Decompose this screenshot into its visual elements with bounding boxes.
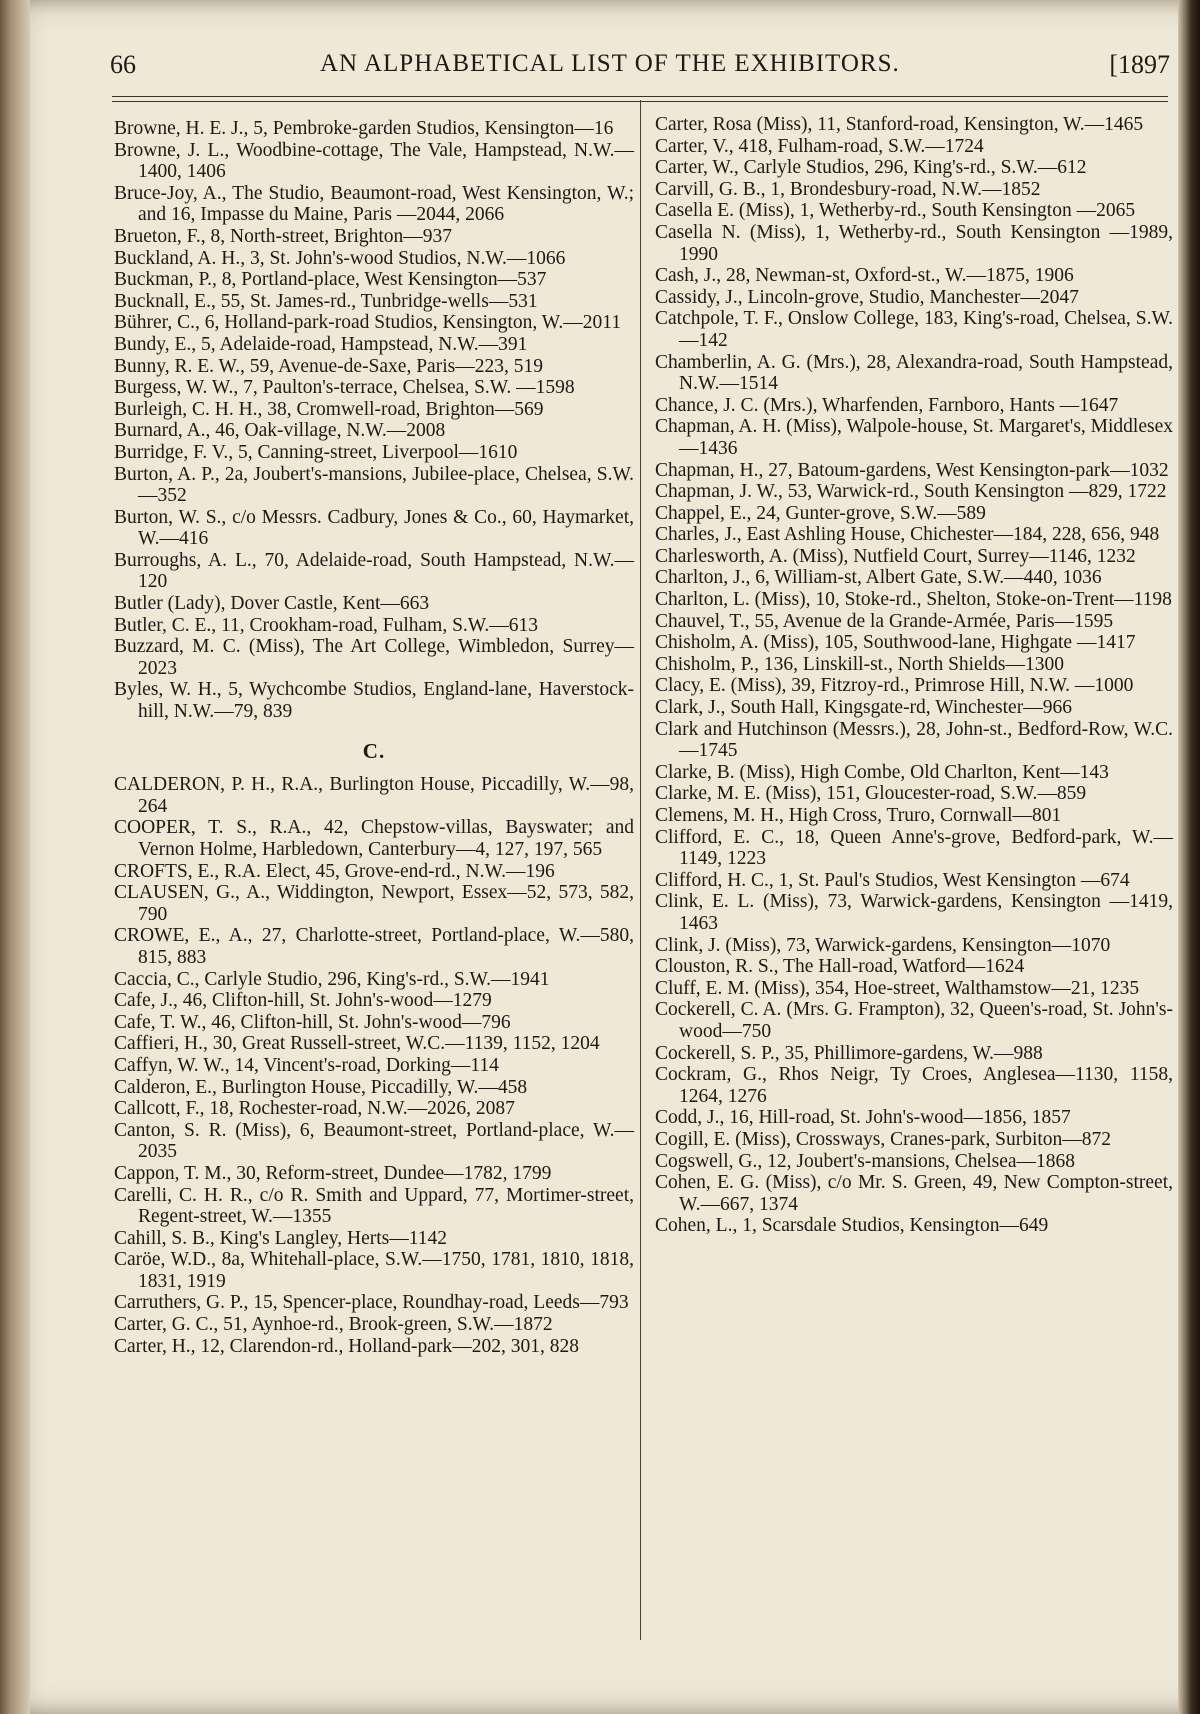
exhibitor-entry: Bruce-Joy, A., The Studio, Beaumont-road, West Kensington, W.; and 16, Impasse du Maine, Paris —2044, 2066 <box>114 182 634 226</box>
section-heading-c: C. <box>362 738 386 763</box>
year-marker: [1897 <box>1109 50 1170 79</box>
exhibitor-entry: Casella N. (Miss), 1, Wetherby-rd., South Kensington —1989, 1990 <box>655 221 1173 265</box>
exhibitor-entry: Chisholm, A. (Miss), 105, Southwood-lane, Highgate —1417 <box>655 632 1136 654</box>
exhibitor-entry: Charlton, L. (Miss), 10, Stoke-rd., Shelton, Stoke-on-Trent—1198 <box>655 589 1172 611</box>
exhibitor-entry: Carter, W., Carlyle Studios, 296, King's-rd., S.W.—612 <box>655 157 1087 179</box>
right-column <box>655 114 1173 1237</box>
exhibitor-entry: Chance, J. C. (Mrs.), Wharfenden, Farnboro, Hants —1647 <box>655 394 1119 416</box>
exhibitor-entry: Bunny, R. E. W., 59, Avenue-de-Saxe, Paris—223, 519 <box>114 355 543 377</box>
exhibitor-entry: Carruthers, G. P., 15, Spencer-place, Roundhay-road, Leeds—793 <box>114 1292 629 1314</box>
exhibitor-entry: Chappel, E., 24, Gunter-grove, S.W.—589 <box>655 502 986 524</box>
exhibitor-entry: Clarke, M. E. (Miss), 151, Gloucester-road, S.W.—859 <box>655 783 1087 805</box>
exhibitor-entry: Clark and Hutchinson (Messrs.), 28, John-st., Bedford-Row, W.C.—1745 <box>655 718 1173 762</box>
exhibitor-entry: Clemens, M. H., High Cross, Truro, Cornwall—801 <box>655 805 1062 826</box>
exhibitor-entry: Butler (Lady), Dover Castle, Kent—663 <box>114 593 430 615</box>
page-edge <box>1178 0 1200 1714</box>
exhibitor-list-b <box>114 118 634 723</box>
page-header <box>110 44 1170 84</box>
column-divider <box>640 100 641 1640</box>
exhibitor-entry: Carvill, G. B., 1, Brondesbury-road, N.W.—1852 <box>655 178 1041 200</box>
exhibitor-entry: Clifford, E. C., 18, Queen Anne's-grove, Bedford-park, W.—1149, 1223 <box>655 826 1173 870</box>
exhibitor-entry: Charles, J., East Ashling House, Chichester—184, 228, 656, 948 <box>655 524 1160 546</box>
exhibitor-entry: Charlesworth, A. (Miss), Nutfield Court, Surrey—1146, 1232 <box>655 545 1136 567</box>
exhibitor-entry: Clink, J. (Miss), 73, Warwick-gardens, Kensington—1070 <box>655 934 1111 956</box>
exhibitor-entry: Clifford, H. C., 1, St. Paul's Studios, West Kensington —674 <box>655 869 1130 891</box>
exhibitor-entry: Cahill, S. B., King's Langley, Herts—1142 <box>114 1227 448 1249</box>
exhibitor-entry: Burleigh, C. H. H., 38, Cromwell-road, Brighton—569 <box>114 398 544 420</box>
exhibitor-entry: Carter, G. C., 51, Aynhoe-rd., Brook-green, S.W.—1872 <box>114 1314 553 1336</box>
exhibitor-entry: Cogswell, G., 12, Joubert's-mansions, Chelsea—1868 <box>655 1150 1076 1172</box>
exhibitor-entry: Buckman, P., 8, Portland-place, West Kensington—537 <box>114 269 547 291</box>
exhibitor-entry: Burridge, F. V., 5, Canning-street, Liverpool—1610 <box>114 441 518 463</box>
exhibitor-entry: Burgess, W. W., 7, Paulton's-terrace, Chelsea, S.W. —1598 <box>114 377 575 399</box>
exhibitor-entry: Browne, H. E. J., 5, Pembroke-garden Studios, Kensington—16 <box>114 118 614 139</box>
exhibitor-entry: Carter, Rosa (Miss), 11, Stanford-road, Kensington, W.—1465 <box>655 114 1144 135</box>
exhibitor-entry: CROWE, E., A., 27, Charlotte-street, Portland-place, W.—580, 815, 883 <box>114 925 634 968</box>
exhibitor-entry: Cohen, E. G. (Miss), c/o Mr. S. Green, 49, New Compton-street, W.—667, 1374 <box>655 1172 1173 1215</box>
exhibitor-entry: Chapman, H., 27, Batoum-gardens, West Kensington-park—1032 <box>655 459 1169 481</box>
exhibitor-entry: Cohen, L., 1, Scarsdale Studios, Kensington—649 <box>655 1215 1049 1237</box>
exhibitor-entry: Cockerell, C. A. (Mrs. G. Frampton), 32, Queen's-road, St. John's-wood—750 <box>655 999 1173 1042</box>
exhibitor-entry: CROFTS, E., R.A. Elect, 45, Grove-end-rd., N.W.—196 <box>114 860 555 882</box>
exhibitor-entry: Butler, C. E., 11, Crookham-road, Fulham, S.W.—613 <box>114 614 539 636</box>
exhibitor-entry: CLAUSEN, G., A., Widdington, Newport, Essex—52, 573, 582, 790 <box>114 882 634 925</box>
exhibitor-entry: Clink, E. L. (Miss), 73, Warwick-gardens, Kensington —1419, 1463 <box>655 891 1173 934</box>
exhibitor-entry: Bührer, C., 6, Holland-park-road Studios, Kensington, W.—2011 <box>114 312 622 334</box>
exhibitor-list-right <box>655 114 1173 1237</box>
exhibitor-entry: Cluff, E. M. (Miss), 354, Hoe-street, Walthamstow—21, 1235 <box>655 977 1140 999</box>
exhibitor-entry: Cafe, J., 46, Clifton-hill, St. John's-wood—1279 <box>114 990 492 1012</box>
exhibitor-entry: Chapman, J. W., 53, Warwick-rd., South Kensington —829, 1722 <box>655 481 1167 503</box>
exhibitor-entry: Charlton, J., 6, William-st, Albert Gate, S.W.—440, 1036 <box>655 567 1102 589</box>
exhibitor-entry: COOPER, T. S., R.A., 42, Chepstow-villas, Bayswater; and Vernon Holme, Harbledown, Canterbury—4, 127, 197, 565 <box>114 817 634 860</box>
exhibitor-entry: Cassidy, J., Lincoln-grove, Studio, Manchester—2047 <box>655 286 1079 308</box>
exhibitor-entry: Cockram, G., Rhos Neigr, Ty Croes, Anglesea—1130, 1158, 1264, 1276 <box>655 1064 1173 1107</box>
exhibitor-entry: CALDERON, P. H., R.A., Burlington House, Piccadilly, W.—98, 264 <box>114 774 634 817</box>
exhibitor-entry: Caccia, C., Carlyle Studio, 296, King's-rd., S.W.—1941 <box>114 968 550 990</box>
exhibitor-entry: Calderon, E., Burlington House, Piccadilly, W.—458 <box>114 1076 528 1098</box>
exhibitor-entry: Burnard, A., 46, Oak-village, N.W.—2008 <box>114 420 446 442</box>
exhibitor-entry: Chisholm, P., 136, Linskill-st., North Shields—1300 <box>655 653 1064 675</box>
exhibitor-entry: Codd, J., 16, Hill-road, St. John's-wood—1856, 1857 <box>655 1107 1071 1129</box>
exhibitor-entry: Carter, V., 418, Fulham-road, S.W.—1724 <box>655 135 984 157</box>
exhibitor-entry: Cockerell, S. P., 35, Phillimore-gardens, W.—988 <box>655 1042 1043 1064</box>
exhibitor-entry: Brueton, F., 8, North-street, Brighton—937 <box>114 225 453 247</box>
running-head: AN ALPHABETICAL LIST OF THE EXHIBITORS. <box>320 50 900 77</box>
exhibitor-entry: Carter, H., 12, Clarendon-rd., Holland-park—202, 301, 828 <box>114 1335 579 1357</box>
exhibitor-entry: Browne, J. L., Woodbine-cottage, The Vale, Hampstead, N.W.—1400, 1406 <box>114 139 634 183</box>
page-number: 66 <box>110 50 136 79</box>
exhibitor-entry: Clarke, B. (Miss), High Combe, Old Charlton, Kent—143 <box>655 761 1109 783</box>
exhibitor-entry: Buckland, A. H., 3, St. John's-wood Studios, N.W.—1066 <box>114 247 566 269</box>
exhibitor-entry: Caffieri, H., 30, Great Russell-street, W.C.—1139, 1152, 1204 <box>114 1033 600 1055</box>
exhibitor-entry: Cafe, T. W., 46, Clifton-hill, St. John's-wood—796 <box>114 1011 511 1033</box>
exhibitor-entry: Cash, J., 28, Newman-st, Oxford-st., W.—1875, 1906 <box>655 265 1074 287</box>
exhibitor-entry: Canton, S. R. (Miss), 6, Beaumont-street, Portland-place, W.—2035 <box>114 1119 634 1163</box>
exhibitor-entry: Burroughs, A. L., 70, Adelaide-road, South Hampstead, N.W.—120 <box>114 549 634 593</box>
exhibitor-list-c <box>114 774 634 1357</box>
exhibitor-entry: Chamberlin, A. G. (Mrs.), 28, Alexandra-road, South Hampstead, N.W.—1514 <box>655 351 1173 395</box>
exhibitor-entry: Burton, A. P., 2a, Joubert's-mansions, Jubilee-place, Chelsea, S.W.—352 <box>114 463 634 507</box>
exhibitor-entry: Cappon, T. M., 30, Reform-street, Dundee—1782, 1799 <box>114 1162 552 1184</box>
exhibitor-entry: Cogill, E. (Miss), Crossways, Cranes-park, Surbiton—872 <box>655 1128 1112 1150</box>
exhibitor-entry: Callcott, F., 18, Rochester-road, N.W.—2026, 2087 <box>114 1098 515 1120</box>
book-gutter <box>0 0 30 1714</box>
exhibitor-entry: Chauvel, T., 55, Avenue de la Grande-Armée, Paris—1595 <box>655 610 1114 632</box>
exhibitor-entry: Bundy, E., 5, Adelaide-road, Hampstead, N.W.—391 <box>114 333 528 355</box>
exhibitor-entry: Byles, W. H., 5, Wychcombe Studios, England-lane, Haverstock-hill, N.W.—79, 839 <box>114 679 634 723</box>
exhibitor-entry: Catchpole, T. F., Onslow College, 183, King's-road, Chelsea, S.W.—142 <box>655 308 1173 351</box>
exhibitor-entry: Caröe, W.D., 8a, Whitehall-place, S.W.—1750, 1781, 1810, 1818, 1831, 1919 <box>114 1249 634 1292</box>
exhibitor-entry: Chapman, A. H. (Miss), Walpole-house, St. Margaret's, Middlesex—1436 <box>655 416 1173 459</box>
exhibitor-entry: Bucknall, E., 55, St. James-rd., Tunbridge-wells—531 <box>114 290 538 312</box>
exhibitor-entry: Burton, W. S., c/o Messrs. Cadbury, Jones & Co., 60, Haymarket, W.—416 <box>114 506 634 550</box>
left-column <box>114 118 634 1357</box>
exhibitor-entry: Caffyn, W. W., 14, Vincent's-road, Dorking—114 <box>114 1054 499 1076</box>
exhibitor-entry: Clouston, R. S., The Hall-road, Watford—1624 <box>655 956 1025 978</box>
exhibitor-entry: Clacy, E. (Miss), 39, Fitzroy-rd., Primrose Hill, N.W. —1000 <box>655 675 1134 697</box>
exhibitor-entry: Clark, J., South Hall, Kingsgate-rd, Winchester—966 <box>655 697 1072 719</box>
exhibitor-entry: Buzzard, M. C. (Miss), The Art College, Wimbledon, Surrey—2023 <box>114 636 634 679</box>
exhibitor-entry: Casella E. (Miss), 1, Wetherby-rd., South Kensington —2065 <box>655 200 1136 222</box>
exhibitor-entry: Carelli, C. H. R., c/o R. Smith and Uppard, 77, Mortimer-street, Regent-street, W.—1355 <box>114 1184 634 1228</box>
